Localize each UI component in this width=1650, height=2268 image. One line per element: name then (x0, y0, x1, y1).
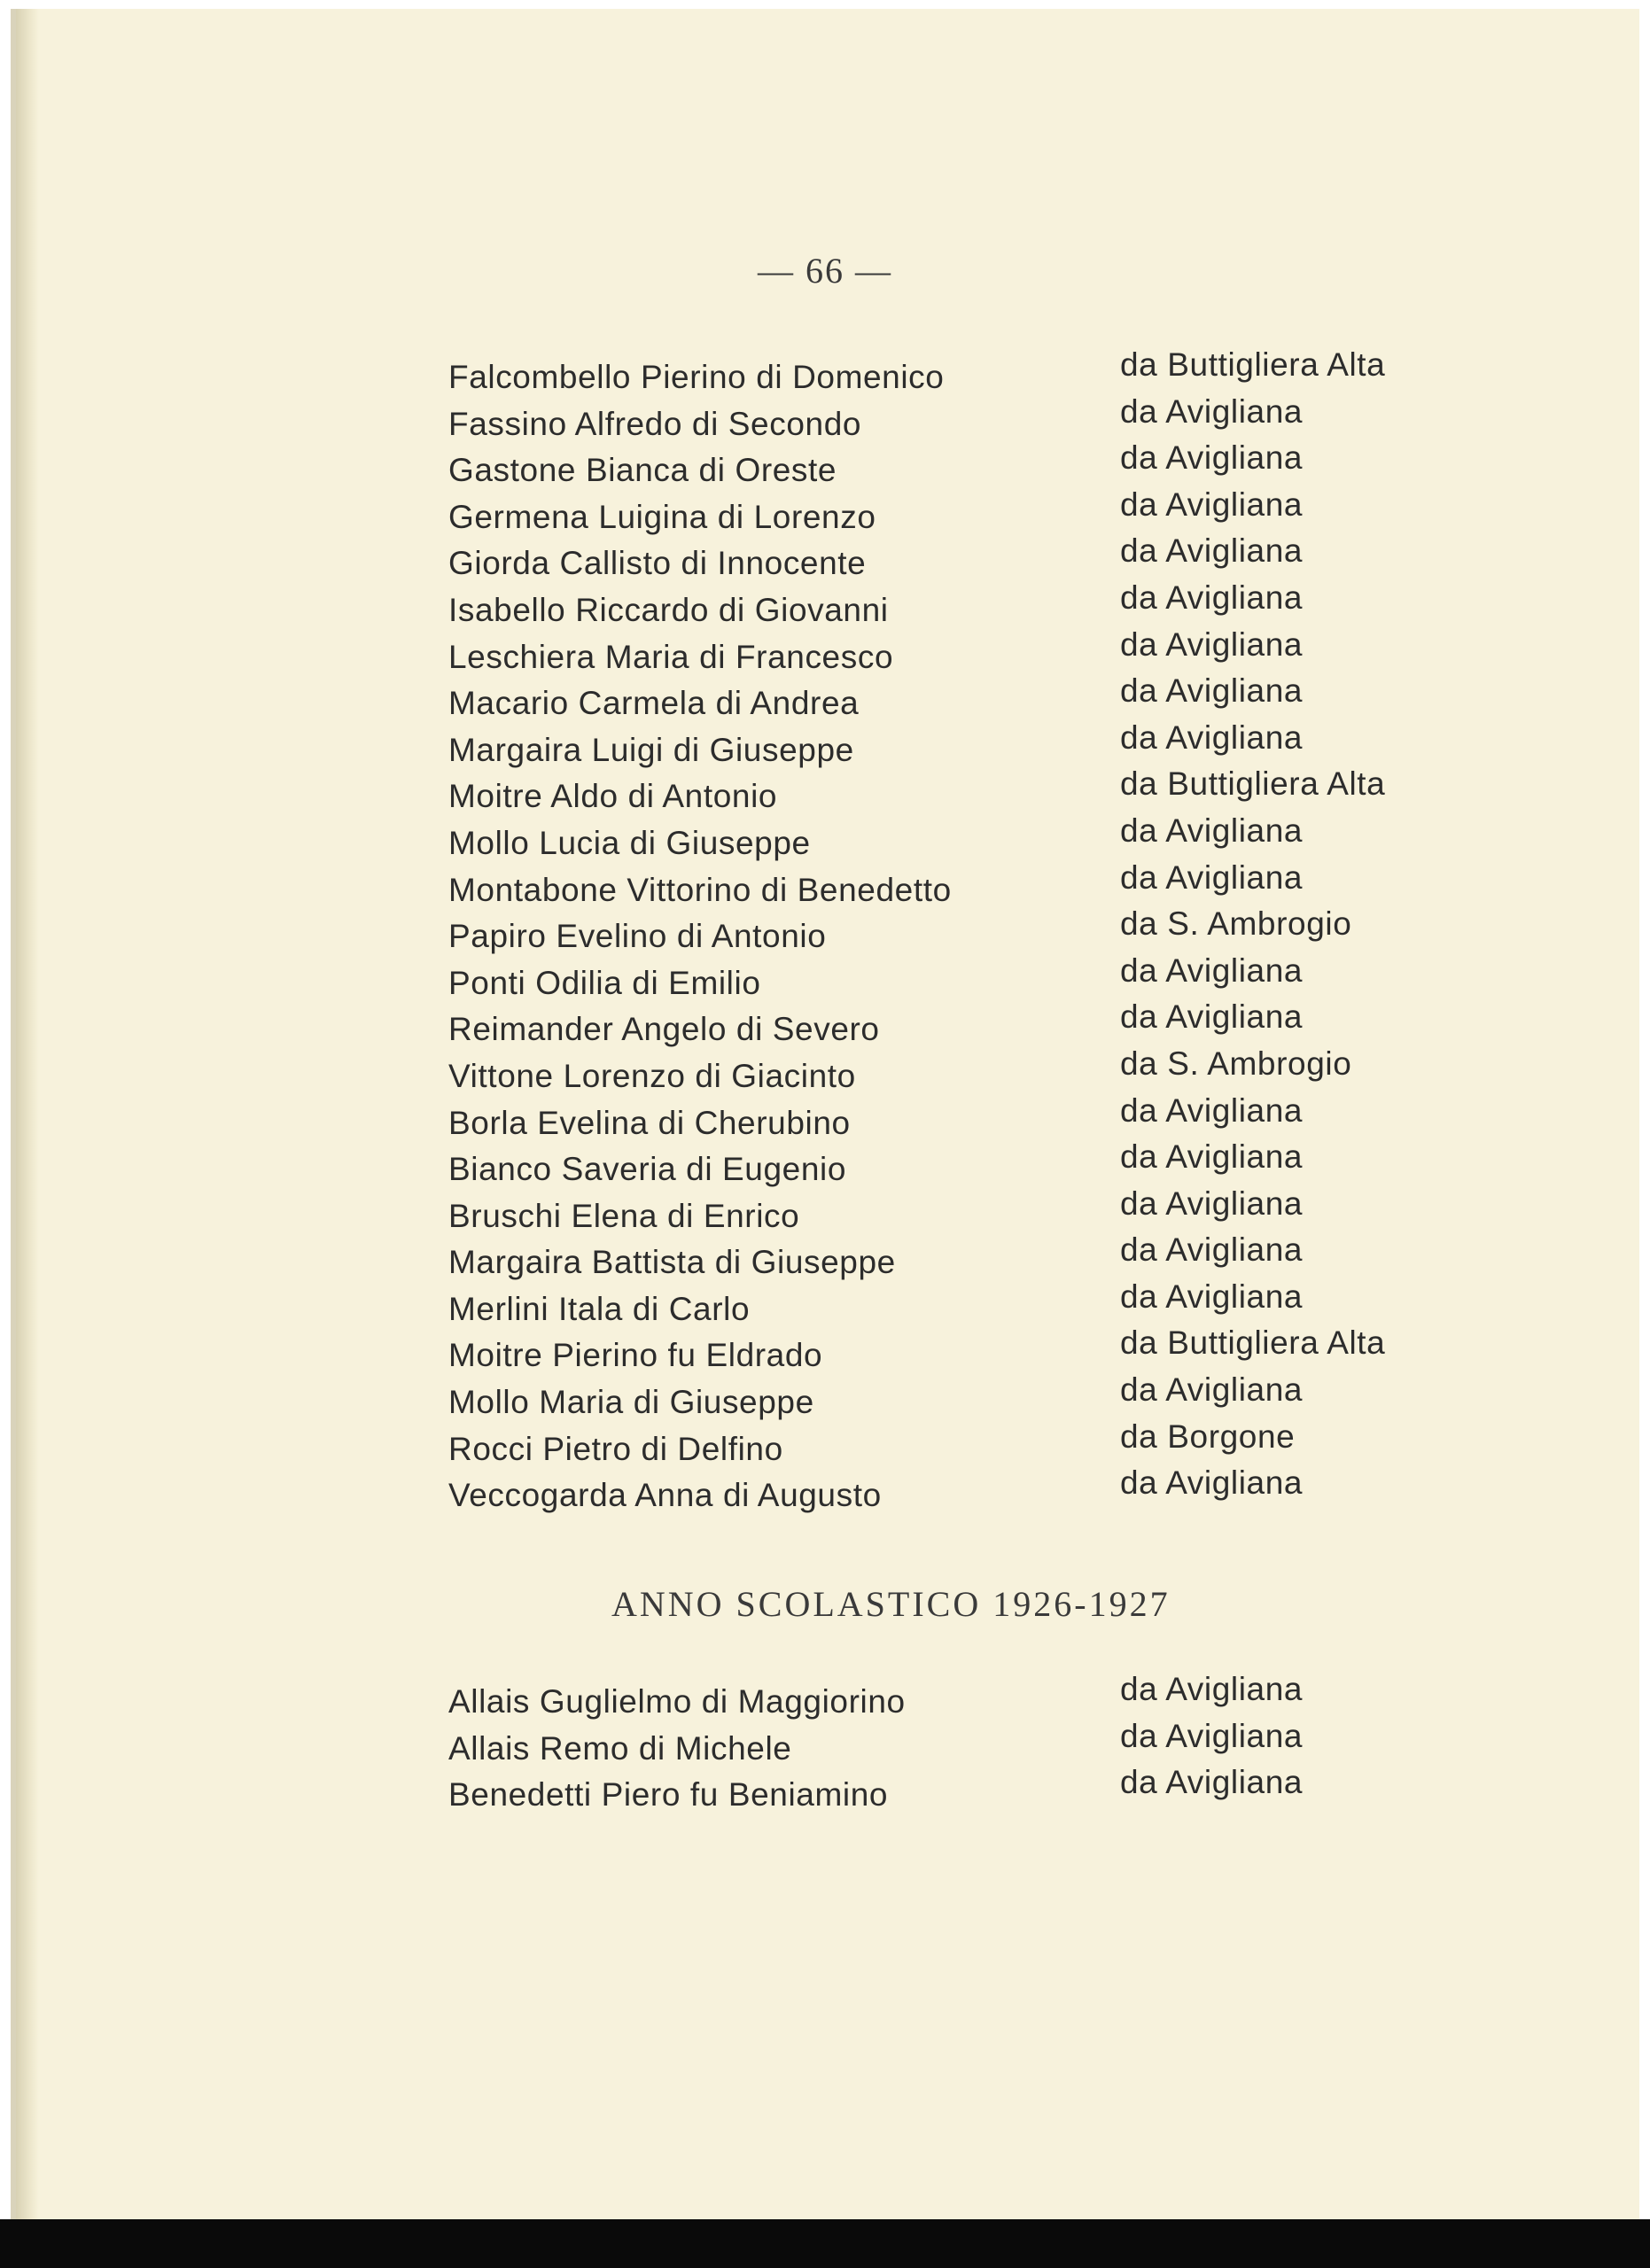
student-name: Benedetti Piero fu Beniamino (448, 1776, 889, 1814)
student-name: Montabone Vittorino di Benedetto (448, 871, 952, 908)
scan-bottom-border (0, 2219, 1650, 2268)
student-list-1926-1927 (448, 1671, 1512, 1819)
student-name: Moitre Aldo di Antonio (448, 778, 778, 815)
section-heading-school-year: ANNO SCOLASTICO 1926-1927 (611, 1584, 1171, 1624)
student-origin: da Avigliana (1120, 625, 1304, 663)
student-name: Mollo Lucia di Giuseppe (448, 824, 811, 861)
student-origin: da Avigliana (1120, 812, 1304, 849)
student-name: Mollo Maria di Giuseppe (448, 1384, 814, 1421)
student-name: Allais Remo di Michele (448, 1729, 792, 1767)
student-list-1925-1926 (448, 346, 1512, 1519)
student-name: Macario Carmela di Andrea (448, 685, 860, 722)
student-name: Allais Guglielmo di Maggiorino (448, 1683, 906, 1720)
student-origin: da Buttigliera Alta (1120, 346, 1386, 383)
student-name: Moitre Pierino fu Eldrado (448, 1337, 823, 1374)
list-item (448, 1371, 1512, 1426)
list-item (448, 905, 1512, 960)
student-origin: da Avigliana (1120, 1138, 1304, 1176)
list-item (448, 1671, 1512, 1726)
student-origin: da Buttigliera Alta (1120, 1324, 1386, 1362)
list-item (448, 392, 1512, 448)
list-item (448, 1717, 1512, 1773)
student-origin: da Avigliana (1120, 998, 1304, 1036)
list-item (448, 1138, 1512, 1193)
student-name: Leschiera Maria di Francesco (448, 638, 894, 675)
student-name: Vittone Lorenzo di Giacinto (448, 1057, 856, 1094)
student-origin: da S. Ambrogio (1120, 1045, 1352, 1082)
student-origin: da Avigliana (1120, 1717, 1304, 1754)
student-origin: da Avigliana (1120, 1671, 1304, 1707)
page-gutter-shadow (16, 9, 39, 2219)
list-item (448, 1231, 1512, 1286)
list-item (448, 951, 1512, 1007)
student-name: Papiro Evelino di Antonio (448, 918, 827, 955)
student-name: Isabello Riccardo di Giovanni (448, 591, 889, 628)
student-name: Veccogarda Anna di Augusto (448, 1477, 882, 1514)
student-origin: da Avigliana (1120, 485, 1304, 523)
list-item (448, 672, 1512, 727)
student-name: Reimander Angelo di Severo (448, 1011, 880, 1048)
list-item (448, 1418, 1512, 1473)
list-item (448, 532, 1512, 587)
student-origin: da Buttigliera Alta (1120, 765, 1386, 803)
student-name: Giorda Callisto di Innocente (448, 545, 867, 582)
student-origin: da Borgone (1120, 1418, 1296, 1455)
student-origin: da Avigliana (1120, 579, 1304, 616)
student-origin: da Avigliana (1120, 1278, 1304, 1315)
student-name: Borla Evelina di Cherubino (448, 1104, 851, 1141)
list-item (448, 1764, 1512, 1819)
list-item (448, 625, 1512, 681)
student-origin: da Avigliana (1120, 439, 1304, 477)
student-name: Fassino Alfredo di Secondo (448, 405, 862, 442)
list-item (448, 579, 1512, 634)
list-item (448, 1045, 1512, 1100)
student-origin: da Avigliana (1120, 1464, 1304, 1502)
student-origin: da S. Ambrogio (1120, 905, 1352, 943)
student-name: Margaira Battista di Giuseppe (448, 1244, 896, 1281)
student-origin: da Avigliana (1120, 392, 1304, 430)
list-item (448, 485, 1512, 541)
student-origin: da Avigliana (1120, 1371, 1304, 1409)
student-name: Margaira Luigi di Giuseppe (448, 731, 854, 768)
student-name: Gastone Bianca di Oreste (448, 452, 837, 489)
student-origin: da Avigliana (1120, 1231, 1304, 1269)
student-origin: da Avigliana (1120, 1091, 1304, 1129)
student-name: Rocci Pietro di Delfino (448, 1430, 783, 1467)
list-item (448, 858, 1512, 914)
student-name: Merlini Itala di Carlo (448, 1290, 751, 1327)
list-item (448, 1464, 1512, 1519)
student-name: Falcombello Pierino di Domenico (448, 359, 945, 395)
student-origin: da Avigliana (1120, 532, 1304, 570)
list-item (448, 1324, 1512, 1379)
list-item (448, 765, 1512, 820)
student-name: Ponti Odilia di Emilio (448, 964, 761, 1001)
student-origin: da Avigliana (1120, 672, 1304, 710)
list-item (448, 812, 1512, 867)
student-origin: da Avigliana (1120, 1764, 1304, 1801)
list-item (448, 1184, 1512, 1240)
student-name: Bianco Saveria di Eugenio (448, 1151, 847, 1188)
student-origin: da Avigliana (1120, 951, 1304, 989)
student-name: Germena Luigina di Lorenzo (448, 498, 876, 535)
page-number: — 66 — (758, 251, 892, 291)
student-origin: da Avigliana (1120, 858, 1304, 896)
student-origin: da Avigliana (1120, 1184, 1304, 1222)
student-name: Bruschi Elena di Enrico (448, 1197, 800, 1234)
list-item (448, 998, 1512, 1053)
list-item (448, 1091, 1512, 1147)
list-item (448, 346, 1512, 401)
student-origin: da Avigliana (1120, 718, 1304, 756)
list-item (448, 439, 1512, 494)
